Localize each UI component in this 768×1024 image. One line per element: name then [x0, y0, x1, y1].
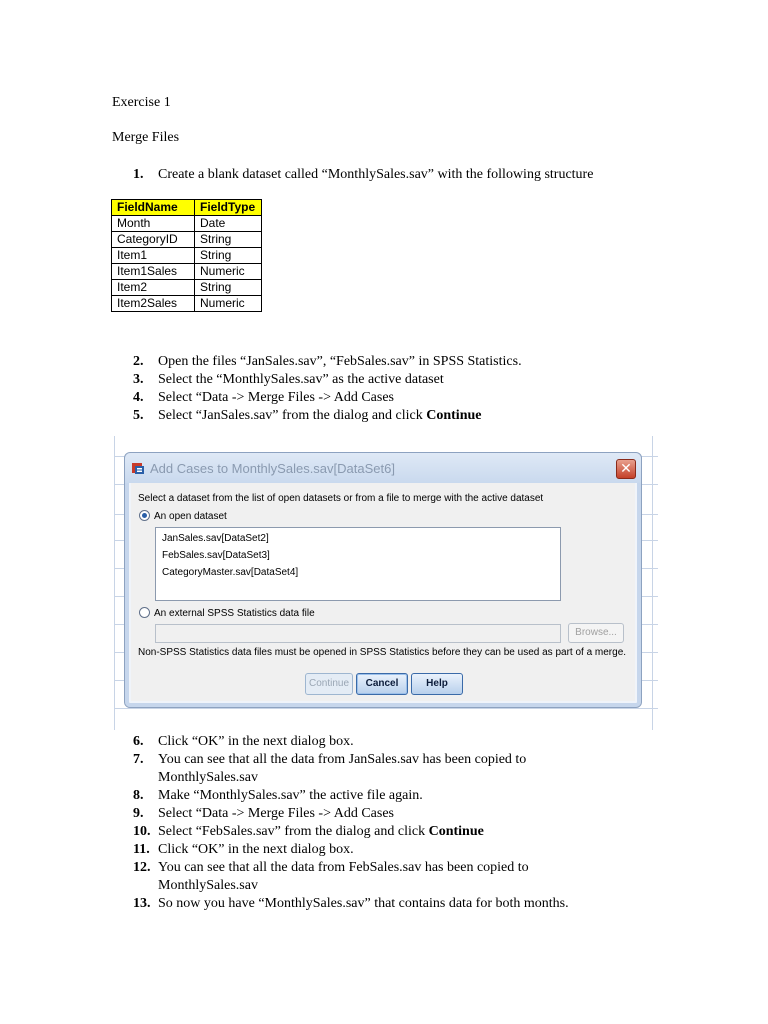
table-cell: String [195, 248, 262, 264]
step-text: Select “JanSales.sav” from the dialog and click [158, 408, 427, 423]
step-text: You can see that all the data from FebSales.sav has been copied to [158, 860, 529, 875]
step-text: Select “Data -> Merge Files -> Add Cases [158, 390, 394, 405]
step-bold-text: Continue [428, 824, 484, 839]
radio-open-dataset[interactable] [139, 510, 227, 522]
step-number: 13. [133, 896, 151, 911]
table-row [112, 216, 262, 232]
step-2 [133, 353, 522, 371]
step-text: Make “MonthlySales.sav” the active file again. [158, 788, 423, 803]
table-cell: Item1Sales [112, 264, 195, 280]
step-number: 9. [133, 806, 144, 821]
step-text: So now you have “MonthlySales.sav” that contains data for both months. [158, 896, 569, 911]
continue-button[interactable]: Continue [305, 673, 353, 695]
cancel-button[interactable]: Cancel [356, 673, 408, 695]
table-row [112, 296, 262, 312]
table-row [112, 280, 262, 296]
step-number: 5. [133, 408, 144, 423]
table-header-cell: FieldName [112, 200, 195, 216]
step-number: 3. [133, 372, 144, 387]
step-number: 7. [133, 752, 144, 767]
step-number: 8. [133, 788, 144, 803]
step-text: Select “Data -> Merge Files -> Add Cases [158, 806, 394, 821]
table-header-cell: FieldType [195, 200, 262, 216]
step-4 [133, 389, 394, 407]
step-number: 12. [133, 860, 151, 875]
step-13 [133, 895, 569, 913]
field-structure-table [111, 199, 262, 312]
dialog-note: Non-SPSS Statistics data files must be opened in SPSS Statistics before they can be used as part of a merge. [138, 647, 627, 658]
radio-unselected-icon[interactable] [139, 607, 150, 618]
table-cell: Item2Sales [112, 296, 195, 312]
table-cell: Month [112, 216, 195, 232]
add-cases-dialog [124, 452, 642, 708]
step-6 [133, 733, 354, 751]
radio-label: An open dataset [154, 511, 227, 522]
table-row [112, 248, 262, 264]
list-item[interactable]: CategoryMaster.sav[DataSet4] [162, 567, 299, 578]
table-cell: CategoryID [112, 232, 195, 248]
table-cell: Item1 [112, 248, 195, 264]
step-1 [133, 166, 593, 184]
step-9 [133, 805, 394, 823]
step-8 [133, 787, 423, 805]
step-number: 2. [133, 354, 144, 369]
step-text: Select the “MonthlySales.sav” as the active dataset [158, 372, 444, 387]
open-datasets-list[interactable] [155, 527, 561, 601]
step-12 [133, 859, 529, 895]
table-cell: String [195, 280, 262, 296]
step-text-continued: MonthlySales.sav [158, 770, 258, 785]
radio-label: An external SPSS Statistics data file [154, 608, 315, 619]
table-header-row [112, 200, 262, 216]
step-3 [133, 371, 444, 389]
table-row [112, 232, 262, 248]
browse-button[interactable]: Browse... [568, 623, 624, 643]
page-heading: Exercise 1 [112, 95, 171, 110]
table-cell: Numeric [195, 296, 262, 312]
step-text: Open the files “JanSales.sav”, “FebSales.sav” in SPSS Statistics. [158, 354, 522, 369]
dialog-instruction: Select a dataset from the list of open datasets or from a file to merge with the active dataset [138, 493, 544, 504]
list-item[interactable]: JanSales.sav[DataSet2] [162, 533, 269, 544]
step-number: 10. [133, 824, 151, 839]
step-10 [133, 823, 484, 841]
radio-selected-icon[interactable] [139, 510, 150, 521]
step-5 [133, 407, 481, 425]
step-text-continued: MonthlySales.sav [158, 878, 258, 893]
section-subheading: Merge Files [112, 130, 180, 145]
step-number: 6. [133, 734, 144, 749]
table-cell: Item2 [112, 280, 195, 296]
step-7 [133, 751, 526, 787]
close-icon[interactable]: ✕ [616, 459, 636, 479]
step-text: Click “OK” in the next dialog box. [158, 734, 354, 749]
help-button[interactable]: Help [411, 673, 463, 695]
step-11 [133, 841, 354, 859]
step-number: 1. [133, 167, 144, 182]
step-bold-text: Continue [426, 408, 482, 423]
step-text: You can see that all the data from JanSales.sav has been copied to [158, 752, 527, 767]
list-item[interactable]: FebSales.sav[DataSet3] [162, 550, 270, 561]
dialog-body [131, 483, 635, 701]
step-number: 4. [133, 390, 144, 405]
table-cell: Date [195, 216, 262, 232]
step-number: 11. [133, 842, 150, 857]
step-text: Create a blank dataset called “MonthlySales.sav” with the following structure [158, 167, 594, 182]
table-row [112, 264, 262, 280]
external-file-path-input[interactable] [155, 624, 561, 643]
step-text: Select “FebSales.sav” from the dialog and click [158, 824, 429, 839]
dialog-titlebar [125, 453, 641, 483]
spss-app-icon [131, 461, 145, 475]
table-cell: String [195, 232, 262, 248]
table-cell: Numeric [195, 264, 262, 280]
dialog-title: Add Cases to MonthlySales.sav[DataSet6] [150, 461, 395, 476]
radio-external-file[interactable] [139, 607, 315, 619]
step-text: Click “OK” in the next dialog box. [158, 842, 354, 857]
